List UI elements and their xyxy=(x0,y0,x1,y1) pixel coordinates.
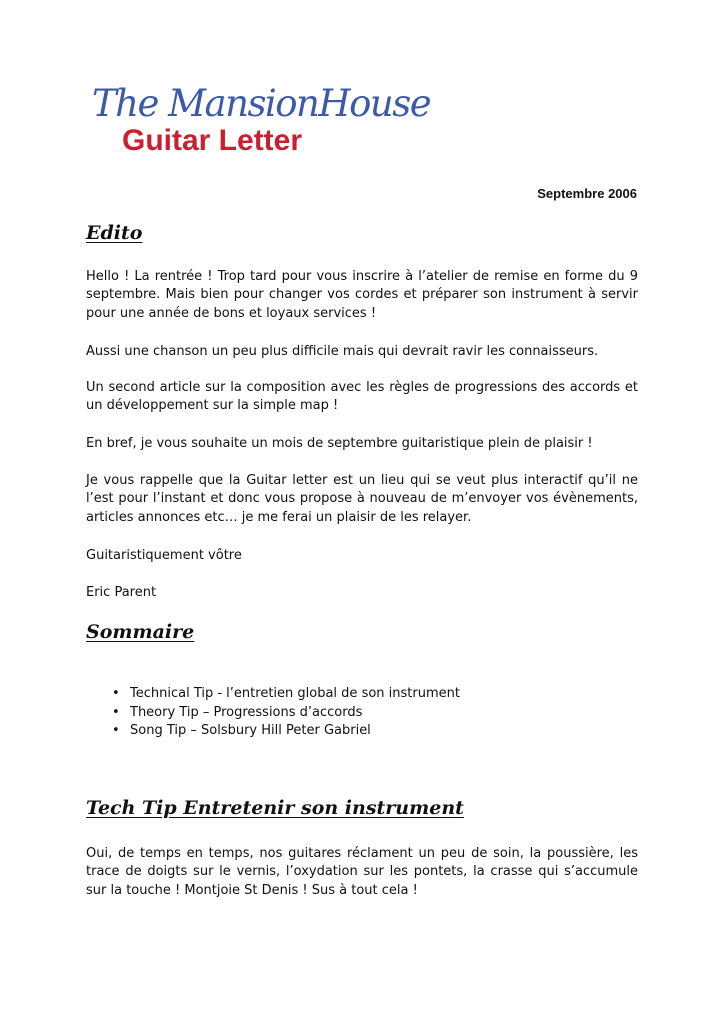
edito-paragraph-4: En bref, je vous souhaite un mois de septembre guitaristique plein de plaisir ! xyxy=(86,436,593,451)
logo-line-mansionhouse: The MansionHouse xyxy=(92,82,431,125)
logo-line-guitar-letter: Guitar Letter xyxy=(122,124,303,157)
issue-date: Septembre 2006 xyxy=(537,186,637,201)
sommaire-item xyxy=(106,704,460,723)
bullet-icon: • xyxy=(112,686,120,701)
edito-paragraph-5: Je vous rappelle que la Guitar letter est un lieu qui se veut plus interactif qu’il ne l’est pour l’instant et donc vous propose à nouveau de m’envoyer vos évènements, articles annonces etc… je me ferai un plaisir de les relayer. xyxy=(86,473,638,525)
edito-signature: Eric Parent xyxy=(86,585,157,600)
edito-signoff: Guitaristiquement vôtre xyxy=(86,548,242,563)
techtip-heading: Tech Tip Entretenir son instrument xyxy=(86,797,464,819)
sommaire-item xyxy=(106,685,460,704)
sommaire-item-label: Technical Tip - l’entretien global de son instrument xyxy=(130,686,460,701)
sommaire-item xyxy=(106,722,460,741)
edito-paragraph-3: Un second article sur la composition avec les règles de progressions des accords et un développement sur la simple map ! xyxy=(86,380,638,414)
sommaire-list xyxy=(106,685,460,741)
edito-heading: Edito xyxy=(86,222,143,244)
sommaire-heading: Sommaire xyxy=(86,621,195,643)
techtip-paragraph: Oui, de temps en temps, nos guitares réclament un peu de soin, la poussière, les trace de doigts sur le vernis, l’oxydation sur les pontets, la crasse qui s’accumule sur la touche ! Montjoie St Denis ! Sus à tout cela ! xyxy=(86,846,638,898)
edito-paragraph-2: Aussi une chanson un peu plus difficile mais qui devrait ravir les connaisseurs. xyxy=(86,344,599,359)
edito-paragraph-1: Hello ! La rentrée ! Trop tard pour vous inscrire à l’atelier de remise en forme du 9 septembre. Mais bien pour changer vos cordes et préparer son instrument à servir pour une année de bons et loyaux services ! xyxy=(86,269,638,321)
newsletter-logo xyxy=(92,82,431,158)
sommaire-item-label: Theory Tip – Progressions d’accords xyxy=(130,704,363,720)
bullet-icon: • xyxy=(112,704,120,720)
bullet-icon: • xyxy=(112,723,120,739)
sommaire-item-label: Song Tip – Solsbury Hill Peter Gabriel xyxy=(130,723,371,739)
